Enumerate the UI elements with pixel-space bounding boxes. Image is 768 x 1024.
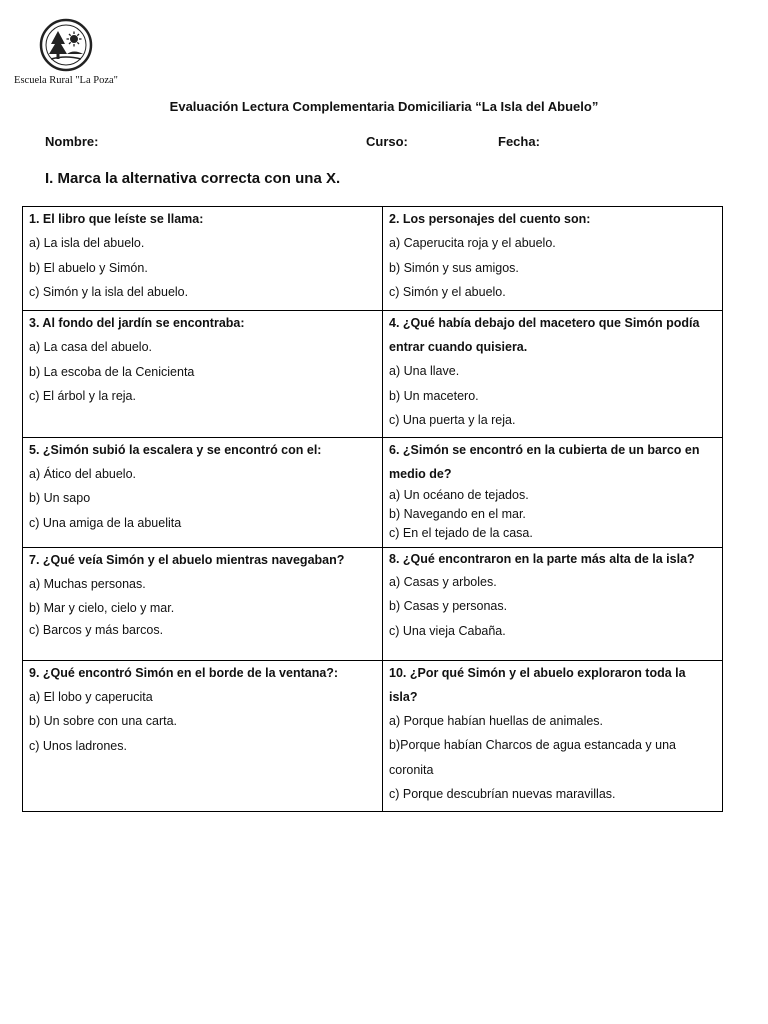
option-a: a) Un océano de tejados. bbox=[389, 487, 529, 502]
option-b: b) Un sapo bbox=[29, 491, 91, 505]
option-a: a) Muchas personas. bbox=[29, 576, 146, 591]
question-cell-7 bbox=[23, 547, 383, 660]
option-a: a) Ático del abuelo. bbox=[29, 466, 137, 481]
table-row bbox=[23, 547, 723, 660]
option-a: a) Porque habían huellas de animales. bbox=[389, 713, 604, 728]
option-a: a) Caperucita roja y el abuelo. bbox=[389, 236, 556, 250]
option-b: b) Mar y cielo, cielo y mar. bbox=[29, 601, 175, 615]
question-text: 2. Los personajes del cuento son: bbox=[389, 212, 591, 226]
option-c: c) Una amiga de la abuelita bbox=[29, 515, 182, 530]
document-title: Evaluación Lectura Complementaria Domiciliaria “La Isla del Abuelo” bbox=[169, 99, 599, 114]
question-cell-5 bbox=[23, 437, 383, 547]
option-b: b) Un sobre con una carta. bbox=[29, 714, 177, 728]
question-text: 1. El libro que leíste se llama: bbox=[29, 212, 204, 226]
option-a: a) El lobo y caperucita bbox=[29, 689, 153, 704]
option-c: c) Una puerta y la reja. bbox=[389, 413, 516, 427]
question-cell-2 bbox=[383, 207, 723, 311]
option-b: b) Casas y personas. bbox=[389, 599, 508, 613]
question-text: 6. ¿Simón se encontró en la cubierta de un barco en medio de? bbox=[389, 442, 700, 481]
option-b: b) Un macetero. bbox=[389, 388, 479, 403]
question-text: 3. Al fondo del jardín se encontraba: bbox=[29, 316, 245, 330]
question-cell-9 bbox=[23, 660, 383, 811]
option-b: b) Navegando en el mar. bbox=[389, 506, 526, 521]
nombre-label: Nombre: bbox=[45, 134, 99, 149]
option-b: b)Porque habían Charcos de agua estancada y una coronita bbox=[389, 738, 677, 777]
option-b: b) El abuelo y Simón. bbox=[29, 260, 148, 275]
question-text: 8. ¿Qué encontraron en la parte más alta de la isla? bbox=[389, 551, 695, 566]
option-c: c) Una vieja Cabaña. bbox=[389, 623, 506, 638]
question-cell-6 bbox=[383, 437, 723, 547]
question-text: 7. ¿Qué veía Simón y el abuelo mientras navegaban? bbox=[29, 552, 345, 567]
option-a: a) La isla del abuelo. bbox=[29, 236, 145, 250]
questions-table bbox=[22, 206, 723, 812]
option-a: a) La casa del abuelo. bbox=[29, 340, 153, 354]
option-c: c) En el tejado de la casa. bbox=[389, 525, 533, 540]
question-text: 5. ¿Simón subió la escalera y se encontró con el: bbox=[29, 442, 322, 457]
table-row bbox=[23, 207, 723, 311]
section-heading: I. Marca la alternativa correcta con una X. bbox=[45, 170, 341, 187]
option-c: c) Simón y la isla del abuelo. bbox=[29, 285, 189, 299]
question-cell-1 bbox=[23, 207, 383, 311]
option-c: c) El árbol y la reja. bbox=[29, 389, 136, 403]
fecha-label: Fecha: bbox=[498, 134, 540, 149]
question-cell-3 bbox=[23, 311, 383, 438]
question-text: 10. ¿Por qué Simón y el abuelo exploraron toda la isla? bbox=[389, 665, 686, 704]
school-emblem-icon bbox=[39, 18, 93, 72]
school-name: Escuela Rural "La Poza" bbox=[14, 75, 118, 86]
option-c: c) Simón y el abuelo. bbox=[389, 285, 506, 299]
question-cell-8 bbox=[383, 547, 723, 660]
question-text: 4. ¿Qué había debajo del macetero que Simón podía entrar cuando quisiera. bbox=[389, 316, 700, 354]
question-cell-4 bbox=[383, 311, 723, 438]
option-c: c) Unos ladrones. bbox=[29, 738, 127, 753]
option-a: a) Casas y arboles. bbox=[389, 574, 497, 589]
option-c: c) Barcos y más barcos. bbox=[29, 622, 164, 637]
question-cell-10 bbox=[383, 660, 723, 811]
option-a: a) Una llave. bbox=[389, 364, 460, 378]
option-b: b) La escoba de la Cenicienta bbox=[29, 364, 195, 379]
question-text: 9. ¿Qué encontró Simón en el borde de la ventana?: bbox=[29, 665, 339, 680]
table-row bbox=[23, 660, 723, 811]
curso-label: Curso: bbox=[366, 134, 408, 149]
table-row bbox=[23, 437, 723, 547]
school-logo bbox=[10, 18, 122, 86]
table-row bbox=[23, 311, 723, 438]
option-c: c) Porque descubrían nuevas maravillas. bbox=[389, 787, 616, 801]
option-b: b) Simón y sus amigos. bbox=[389, 260, 519, 275]
